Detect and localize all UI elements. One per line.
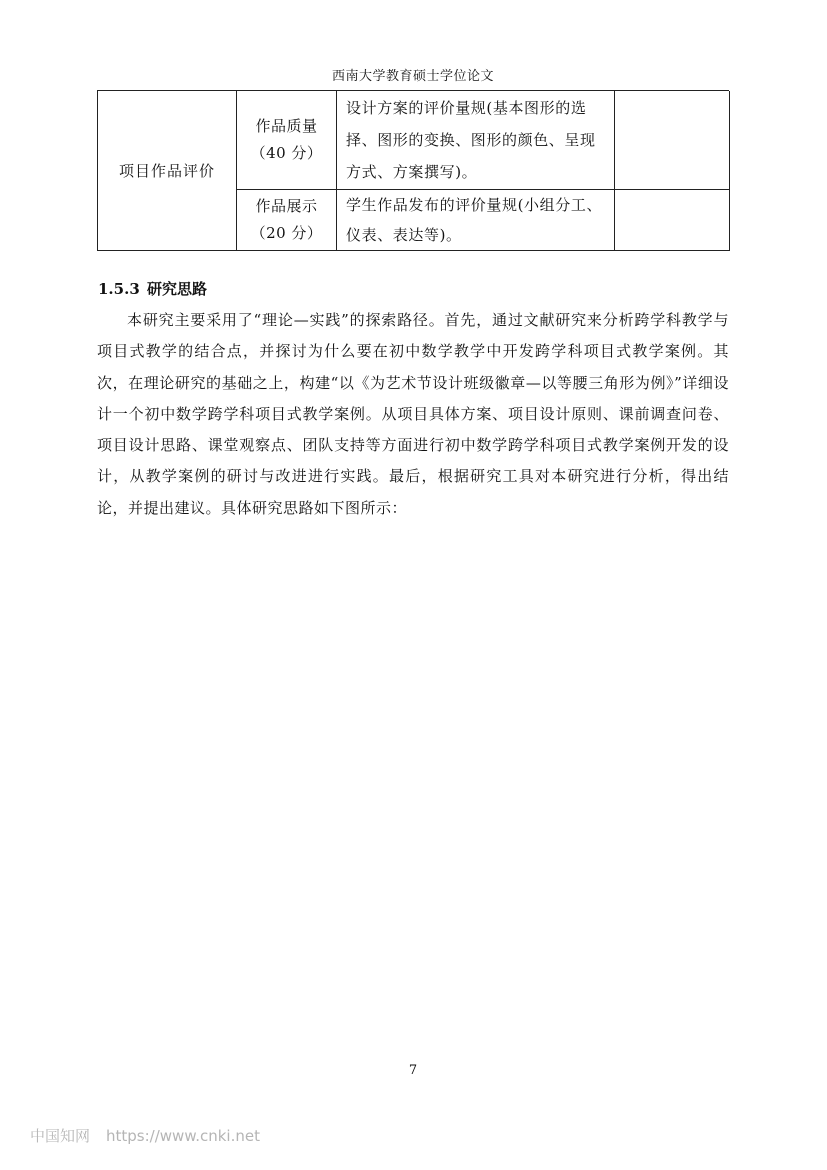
section-heading [98,279,207,299]
body-paragraph: 本研究主要采用了“理论—实践”的探索路径。首先，通过文献研究来分析跨学科教学与项目式教学的结合点，并探讨为什么要在初中数学教学中开发跨学科项目式教学案例。其次，在理论研究的基础之上，构建“以《为艺术节设计班级徽章—以等腰三角形为例》”详细设计一个初中数学跨学科项目式教学案例。从项目具体方案、项目设计原则、课前调查问卷、项目设计思路、课堂观察点、团队支持等方面进行初中数学跨学科项目式教学案例开发的设计，从教学案例的研讨与改进进行实践。最后，根据研究工具对本研究进行分析，得出结论，并提出建议。具体研究思路如下图所示： [97,311,729,517]
sub-criterion-cell [237,189,337,250]
sub-criterion-cell [237,91,337,189]
running-header: 西南大学教育硕士学位论文 [331,69,494,84]
sub-criterion-name: 作品质量 [255,116,318,135]
watermark-url: https://www.cnki.net [106,1127,260,1145]
cnki-watermark [30,1126,260,1146]
sub-criterion-name: 作品展示 [255,196,318,215]
table-row [98,91,730,189]
sub-criterion-points: （40 分） [250,143,323,162]
description-cell: 设计方案的评价量规(基本图形的选择、图形的变换、图形的颜色、呈现方式、方案撰写)。 [337,91,615,189]
evaluation-table [97,91,730,251]
watermark-logo-text: 中国知网 [30,1127,91,1145]
score-cell [615,189,730,250]
score-cell [615,91,730,189]
category-cell: 项目作品评价 [98,91,237,250]
section-number: 1.5.3 [98,280,140,298]
description-cell: 学生作品发布的评价量规(小组分工、仪表、表达等)。 [337,189,615,250]
sub-criterion-points: （20 分） [250,223,323,242]
section-title: 研究思路 [147,280,208,298]
page-number: 7 [408,1063,418,1078]
